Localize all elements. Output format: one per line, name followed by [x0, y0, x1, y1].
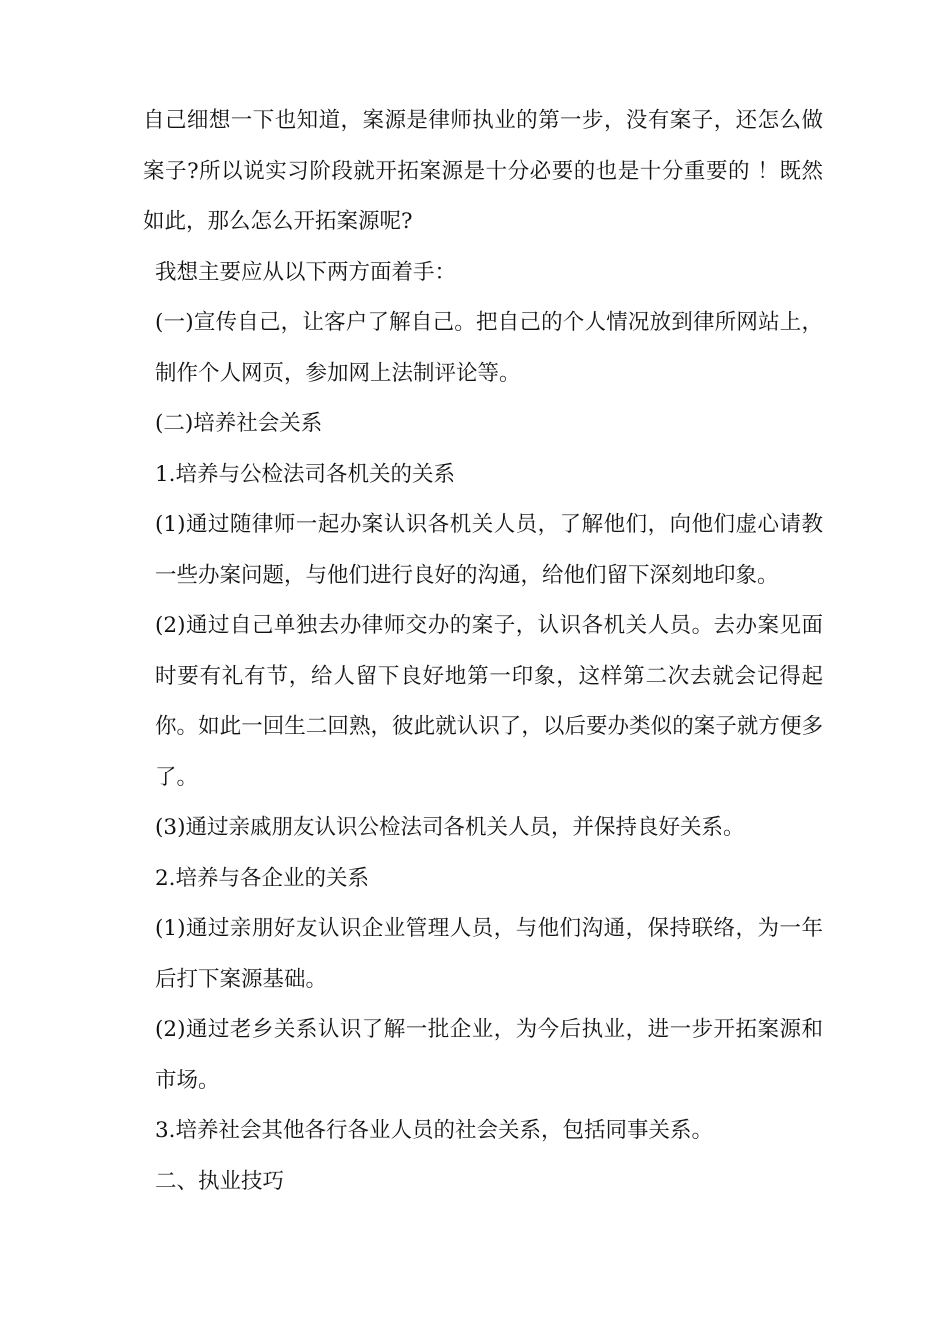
heading-practice-skills: 二、执业技巧 [155, 1168, 285, 1194]
paragraph-item-1-with-lawyer: (1)通过随律师一起办案认识各机关人员，了解他们，向他们虚心请教一些办案问题，与他们进行良好的沟通，给他们留下深刻地印象。 [155, 512, 823, 588]
paragraph-two-aspects: 我想主要应从以下两方面着手： [155, 259, 457, 285]
paragraph-case-source-intro: 自己细想一下也知道，案源是律师执业的第一步，没有案子，还怎么做案子?所以说实习阶段就开拓案源是十分必要的也是十分重要的 ！既然如此，那么怎么开拓案源呢? [143, 108, 823, 234]
heading-social-relations: (二)培养社会关系 [155, 411, 323, 436]
paragraph-enterprise-item-1: (1)通过亲朋好友认识企业管理人员，与他们沟通，保持联络，为一年后打下案源基础。 [155, 916, 823, 992]
paragraph-item-2-alone: (2)通过自己单独去办律师交办的案子，认识各机关人员。去办案见面时要有礼有节，给人留下良好地第一印象，这样第二次去就会记得起你。如此一回生二回熟，彼此就认识了，以后要办类似的案子就方便多了。 [155, 613, 823, 790]
paragraph-enterprise-item-2: (2)通过老乡关系认识了解一批企业，为今后执业，进一步开拓案源和市场。 [155, 1017, 823, 1093]
paragraph-item-3-relatives: (3)通过亲戚朋友认识公检法司各机关人员，并保持良好关系。 [155, 815, 745, 840]
document-body [143, 96, 823, 1207]
heading-enterprise-relations: 2.培养与各企业的关系 [155, 865, 370, 891]
paragraph-promote-self: (一)宣传自己，让客户了解自己。把自己的个人情况放到律所网站上，制作个人网页，参加网上法制评论等。 [155, 310, 823, 386]
heading-government-relations: 1.培养与公检法司各机关的关系 [155, 461, 456, 487]
paragraph-other-relations: 3.培养社会其他各行各业人员的社会关系，包括同事关系。 [155, 1118, 714, 1143]
